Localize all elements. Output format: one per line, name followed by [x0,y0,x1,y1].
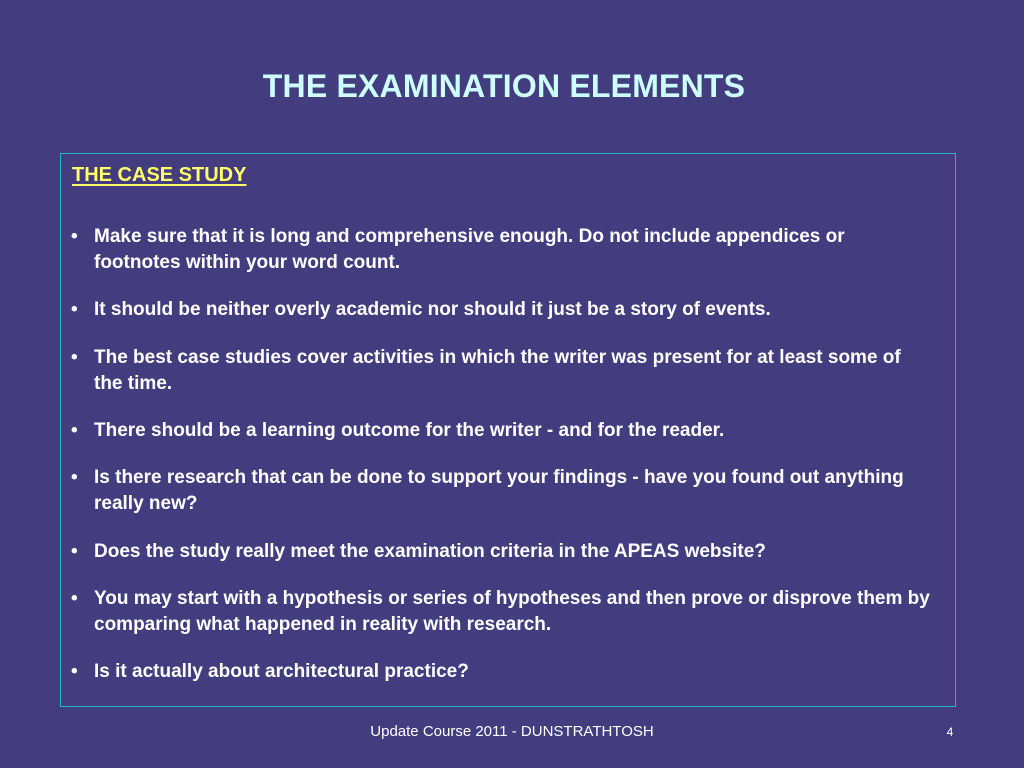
bullet-item [71,297,931,323]
bullet-text: Is it actually about architectural practice? [94,661,469,682]
bullet-icon: • [71,226,78,247]
bullet-text: It should be neither overly academic nor should it just be a story of events. [94,299,771,320]
bullet-item [71,224,931,276]
bullet-text: Does the study really meet the examination criteria in the APEAS website? [94,541,766,562]
bullet-item [71,659,931,685]
bullet-icon: • [71,661,78,682]
slide-title: THE EXAMINATION ELEMENTS [262,68,746,104]
bullet-icon: • [71,541,78,562]
bullet-icon: • [71,299,78,320]
bullet-item [71,586,931,638]
bullet-item [71,418,931,444]
bullet-icon: • [71,467,78,488]
bullet-text: There should be a learning outcome for the writer - and for the reader. [94,420,725,441]
bullet-item [71,345,931,397]
bullet-icon: • [71,347,78,368]
bullet-icon: • [71,420,78,441]
bullet-text: You may start with a hypothesis or series of hypotheses and then prove or disprove them by comparing what happened in reality with research. [94,588,930,635]
content-box [60,153,956,707]
footer-text: Update Course 2011 - DUNSTRATHTOSH [370,723,654,740]
bullet-text: Make sure that it is long and comprehensive enough. Do not include appendices or footnotes within your word count. [94,226,845,273]
bullet-item [71,539,931,565]
bullet-item [71,465,931,517]
bullet-text: Is there research that can be done to support your findings - have you found out anything really new? [94,467,904,514]
bullet-text: The best case studies cover activities in which the writer was present for at least some of the time. [94,347,901,394]
page-number: 4 [946,725,954,739]
bullet-icon: • [71,588,78,609]
section-heading: THE CASE STUDY [72,164,247,186]
